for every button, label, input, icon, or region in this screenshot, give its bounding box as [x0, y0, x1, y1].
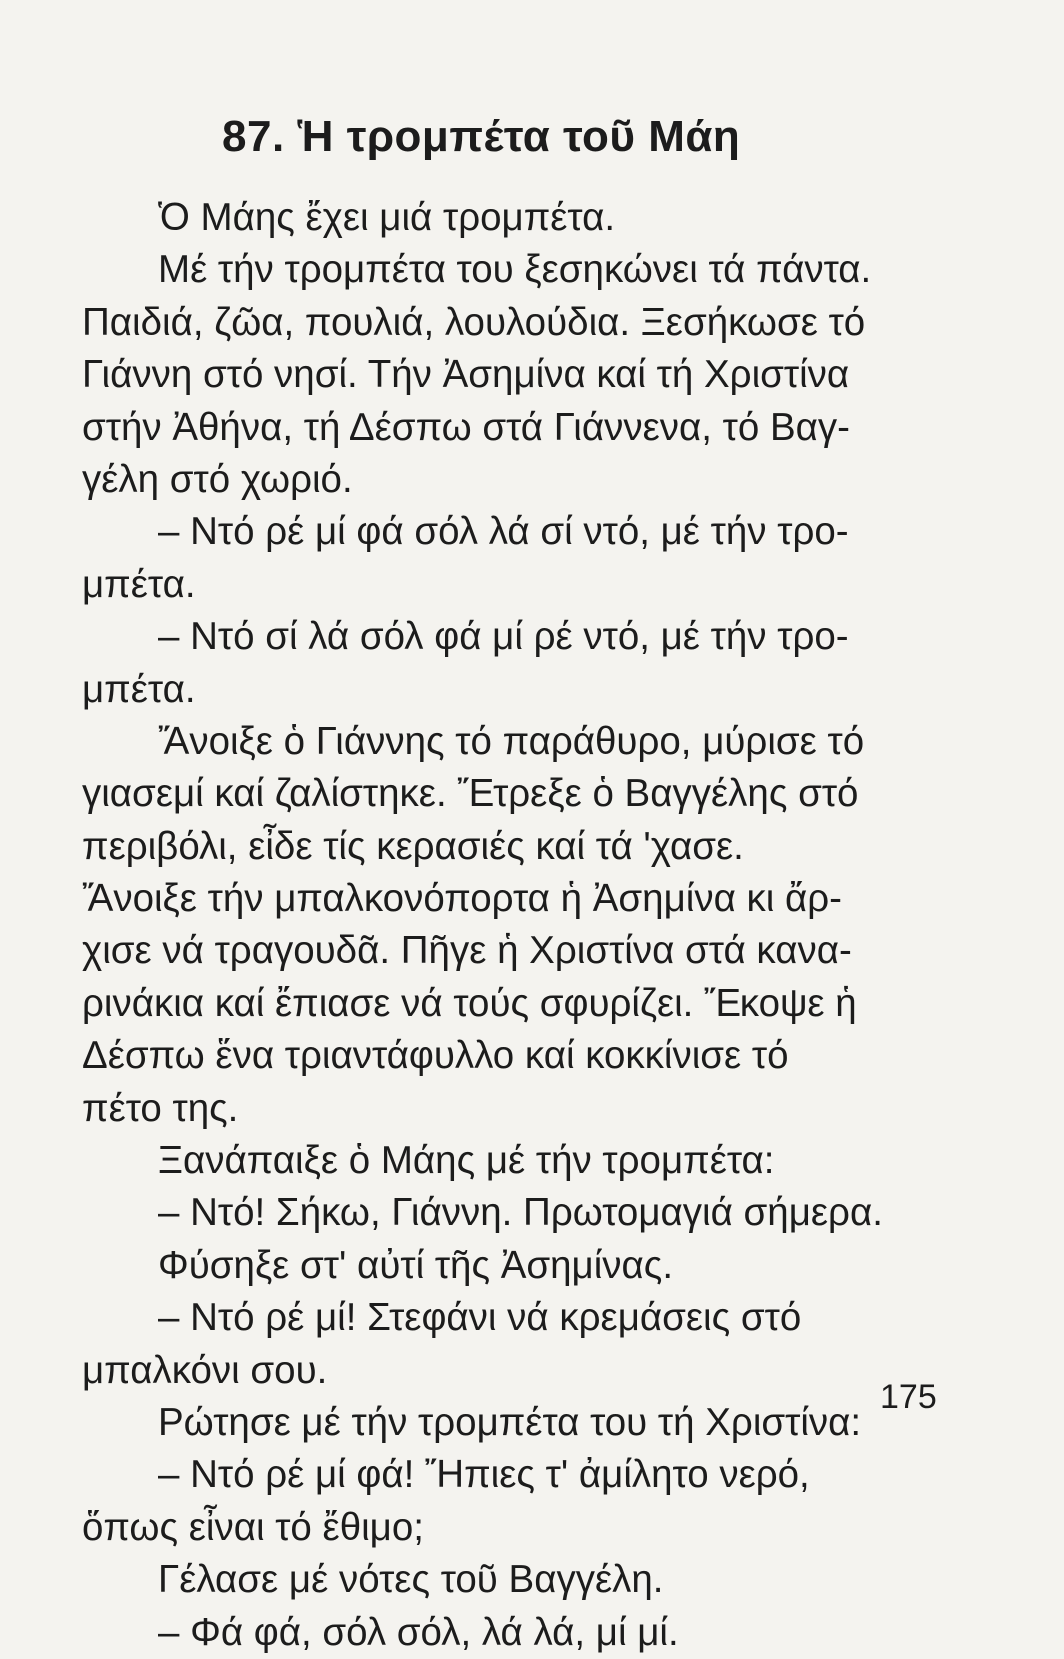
text-line: περιβόλι, εἶδε τίς κερασιές καί τά 'χασε. [82, 824, 744, 868]
text-line: Γέλασε μέ νότες τοῦ Βαγγέλη. [158, 1558, 664, 1602]
text-line: ὅπως εἶναι τό ἔθιμο; [82, 1505, 424, 1549]
text-line: – Ντό ρέ μί φά σόλ λά σί ντό, μέ τήν τρο- [158, 510, 849, 554]
text-line: γιασεμί καί ζαλίστηκε. Ἔτρεξε ὁ Βαγγέλης στό [82, 772, 859, 816]
text-line: Ἄνοιξε ὁ Γιάννης τό παράθυρο, μύρισε τό [158, 719, 865, 763]
text-line: Ρώτησε μέ τήν τρομπέτα του τή Χριστίνα: [158, 1400, 862, 1444]
text-line: Φύσηξε στ' αὐτί τῆς Ἀσημίνας. [158, 1243, 674, 1287]
text-line: Ξανάπαιξε ὁ Μάης μέ τήν τρομπέτα: [158, 1139, 775, 1183]
text-line: χισε νά τραγουδᾶ. Πῆγε ἡ Χριστίνα στά κανα- [82, 929, 852, 973]
chapter-title: 87. Ἡ τρομπέτα τοῦ Μάη [222, 112, 741, 161]
text-line: Ὁ Μάης ἔχει μιά τρομπέτα. [158, 196, 616, 239]
text-line: – Ντό ρέ μί! Στεφάνι νά κρεμάσεις στό [158, 1296, 802, 1340]
text-line: πέτο της. [82, 1086, 239, 1130]
text-line: – Ντό σί λά σόλ φά μί ρέ ντό, μέ τήν τρο- [158, 615, 849, 659]
text-line: Δέσπω ἕνα τριαντάφυλλο καί κοκκίνισε τό [82, 1034, 789, 1078]
text-line: Παιδιά, ζῶα, πουλιά, λουλούδια. Ξεσήκωσε τό [82, 300, 866, 344]
text-line: στήν Ἀθήνα, τή Δέσπω στά Γιάννενα, τό Βαγ- [82, 405, 850, 449]
text-line: ρινάκια καί ἔπιασε νά τούς σφυρίζει. Ἔκοψε ἡ [82, 981, 857, 1025]
text-line: – Ντό ρέ μί φά! Ἤπιες τ' ἀμίλητο νερό, [158, 1453, 810, 1497]
text-line: – Ντό! Σήκω, Γιάννη. Πρωτομαγιά σήμερα. [158, 1191, 883, 1235]
text-line: μπαλκόνι σου. [82, 1348, 328, 1392]
page-number: 175 [880, 1378, 937, 1416]
text-line: μπέτα. [82, 667, 196, 711]
story-text [82, 192, 942, 1659]
text-line: γέλη στό χωριό. [82, 457, 353, 501]
text-line: Ἄνοιξε τήν μπαλκονόπορτα ἡ Ἀσημίνα κι ἄρ- [82, 877, 842, 921]
text-line: Γιάννη στό νησί. Τήν Ἀσημίνα καί τή Χριστίνα [82, 353, 850, 397]
text-line: μπέτα. [82, 562, 196, 606]
text-line: Μέ τήν τρομπέτα του ξεσηκώνει τά πάντα. [158, 248, 872, 292]
text-line: – Φά φά, σόλ σόλ, λά λά, μί μί. [158, 1610, 679, 1654]
